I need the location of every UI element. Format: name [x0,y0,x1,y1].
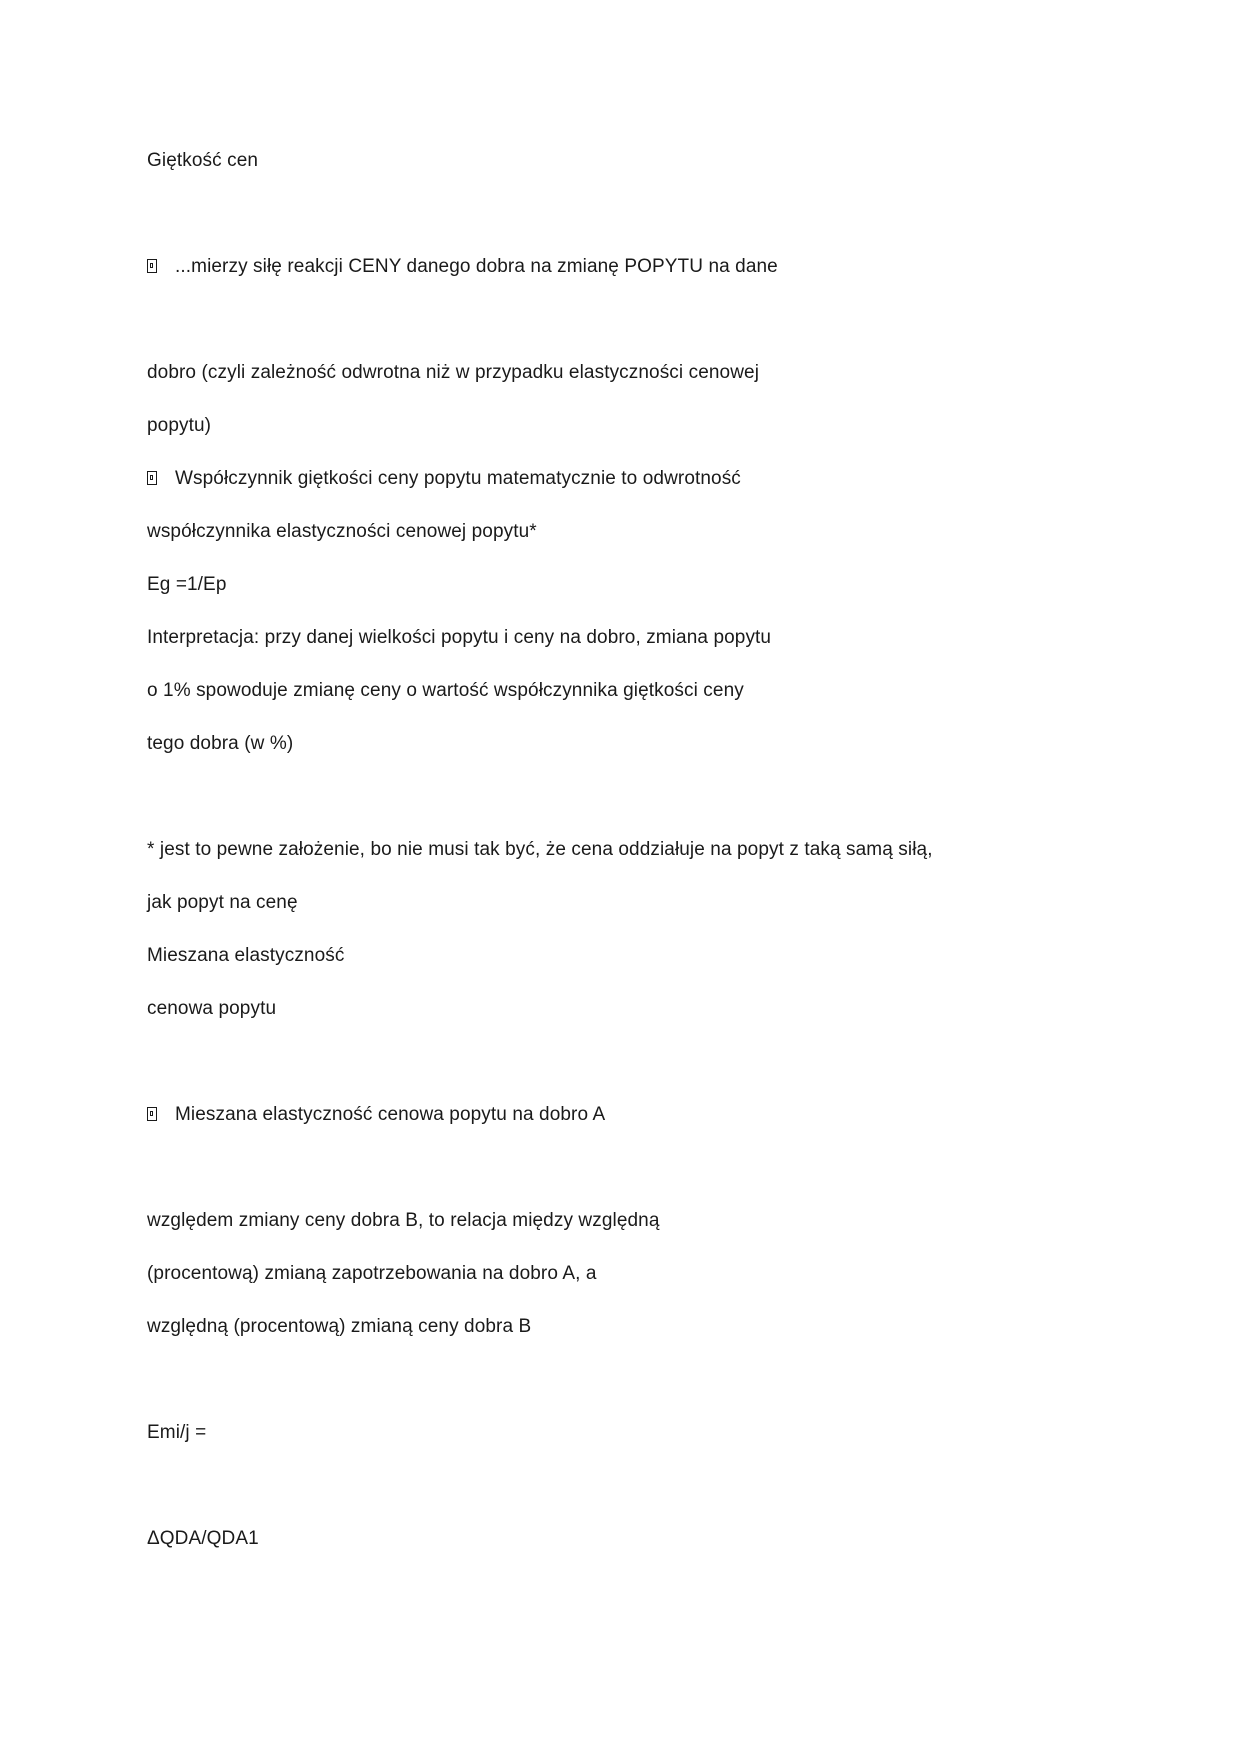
interpretation-line: Interpretacja: przy danej wielkości popytu i ceny na dobro, zmiana popytu [147,627,772,648]
missing-glyph-icon [147,1107,157,1121]
interpretation-line: tego dobra (w %) [147,733,294,754]
definition-line: względem zmiany ceny dobra B, to relacja między względną [147,1210,660,1231]
bullet-item-1 [147,255,778,279]
section-heading: cenowa popytu [147,998,277,1019]
paragraph-line: popytu) [147,415,212,436]
document-title: Giętkość cen [147,150,259,171]
formula-eg: Eg =1/Ep [147,574,227,595]
missing-glyph-icon [147,471,157,485]
definition-line: (procentową) zmianą zapotrzebowania na dobro A, a [147,1263,597,1284]
interpretation-line: o 1% spowoduje zmianę ceny o wartość współczynnika giętkości ceny [147,680,744,701]
bullet-item-3 [147,1103,605,1127]
formula-delta: ΔQDA/QDA1 [147,1528,259,1549]
bullet-item-1-text: ...mierzy siłę reakcji CENY danego dobra na zmianę POPYTU na dane [175,256,778,277]
paragraph-line: współczynnika elastyczności cenowej popytu* [147,521,537,542]
formula-emi: Emi/j = [147,1422,207,1443]
definition-line: względną (procentową) zmianą ceny dobra B [147,1316,532,1337]
footnote-line: * jest to pewne założenie, bo nie musi tak być, że cena oddziałuje na popyt z taką samą siłą, [147,839,933,860]
bullet-item-2 [147,467,741,491]
section-heading: Mieszana elastyczność [147,945,345,966]
bullet-item-2-text: Współczynnik giętkości ceny popytu matematycznie to odwrotność [175,468,741,489]
paragraph-line: dobro (czyli zależność odwrotna niż w przypadku elastyczności cenowej [147,362,760,383]
bullet-item-3-text: Mieszana elastyczność cenowa popytu na dobro A [175,1104,606,1125]
footnote-line: jak popyt na cenę [147,892,298,913]
missing-glyph-icon [147,259,157,273]
